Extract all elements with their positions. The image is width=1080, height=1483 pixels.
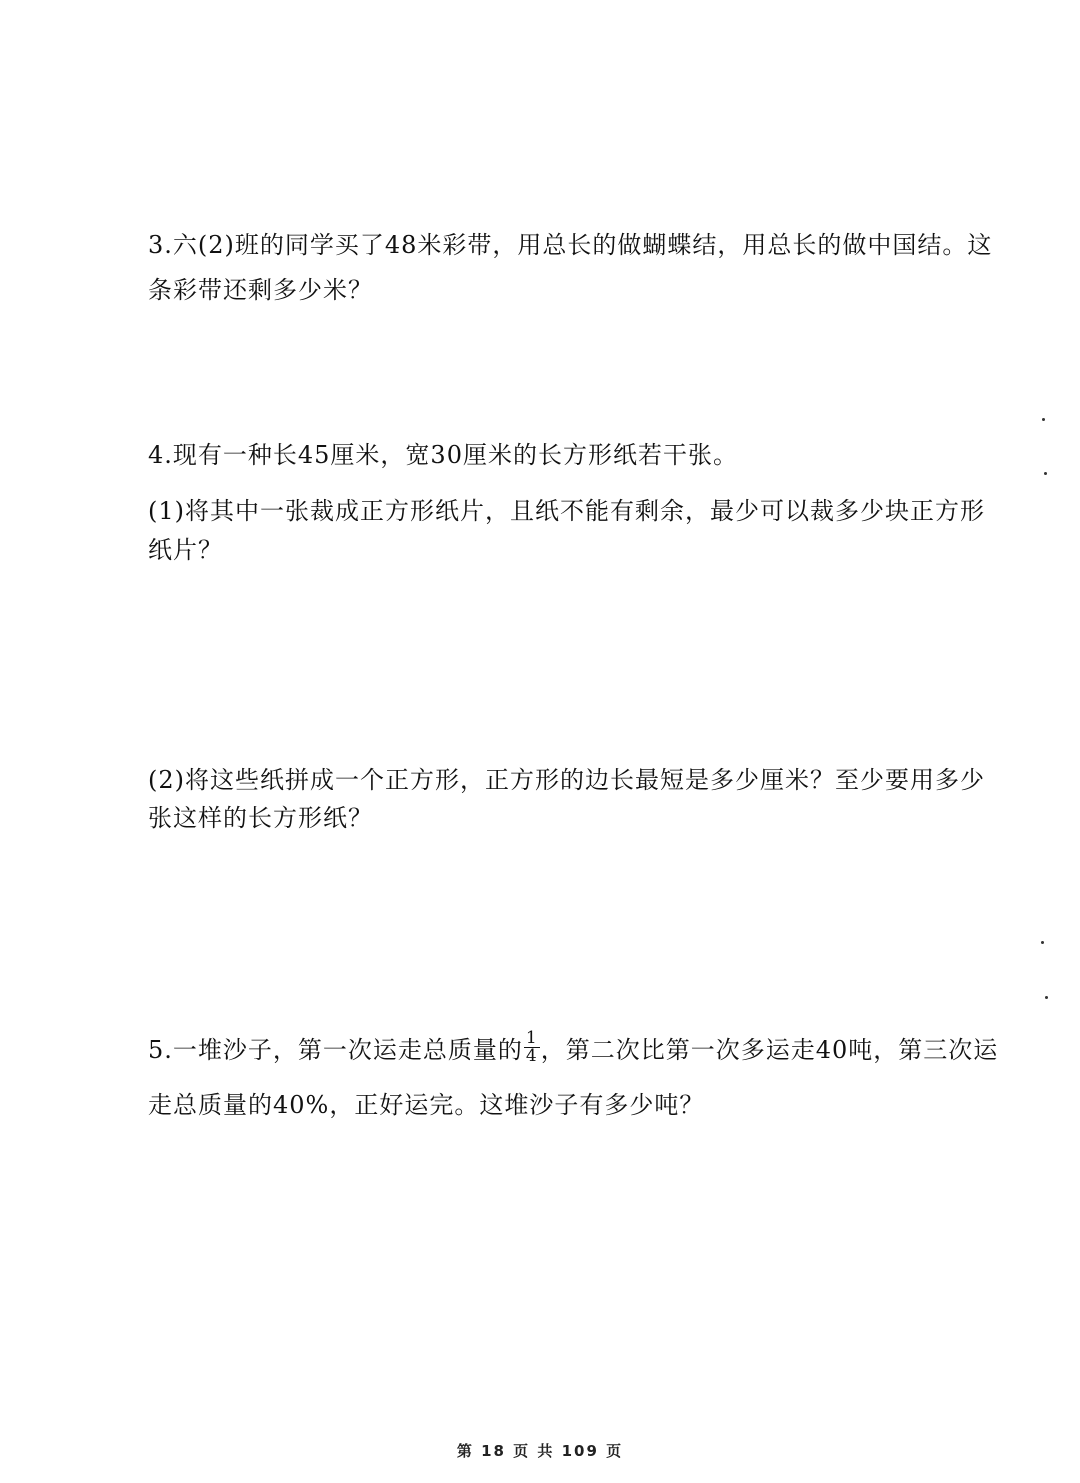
scan-speck — [1042, 418, 1045, 421]
question-5-text-before-fraction: 5.一堆沙子，第一次运走总质量的 — [148, 1036, 523, 1064]
fraction-denominator: 4 — [525, 1046, 538, 1066]
scan-speck — [1041, 941, 1044, 944]
question-5-text-after-fraction: ，第二次比第一次多运走40吨，第三次运 — [540, 1036, 999, 1064]
question-4-part-1-line-2: 纸片？ — [148, 536, 223, 564]
fraction-one-quarter — [524, 1030, 540, 1065]
scan-speck — [1045, 996, 1048, 999]
question-4-part-2-line-1: (2)将这些纸拼成一个正方形，正方形的边长最短是多少厘米？至少要用多少 — [148, 766, 985, 794]
scan-speck — [1044, 472, 1047, 475]
question-3-line-1: 3.六(2)班的同学买了48米彩带，用总长的做蝴蝶结，用总长的做中国结。这 — [148, 231, 993, 259]
question-5-line-1 — [148, 1028, 999, 1069]
fraction-numerator: 1 — [525, 1028, 538, 1048]
page-number-footer: 第 18 页 共 109 页 — [456, 1442, 624, 1460]
question-3-line-2: 条彩带还剩多少米？ — [148, 276, 373, 304]
question-4-stem: 4.现有一种长45厘米，宽30厘米的长方形纸若干张。 — [148, 441, 738, 469]
question-5-line-2: 走总质量的40%，正好运完。这堆沙子有多少吨？ — [148, 1091, 705, 1119]
question-4-part-1-line-1: (1)将其中一张裁成正方形纸片，且纸不能有剩余，最少可以裁多少块正方形 — [148, 497, 985, 525]
question-4-part-2-line-2: 张这样的长方形纸？ — [148, 804, 373, 832]
